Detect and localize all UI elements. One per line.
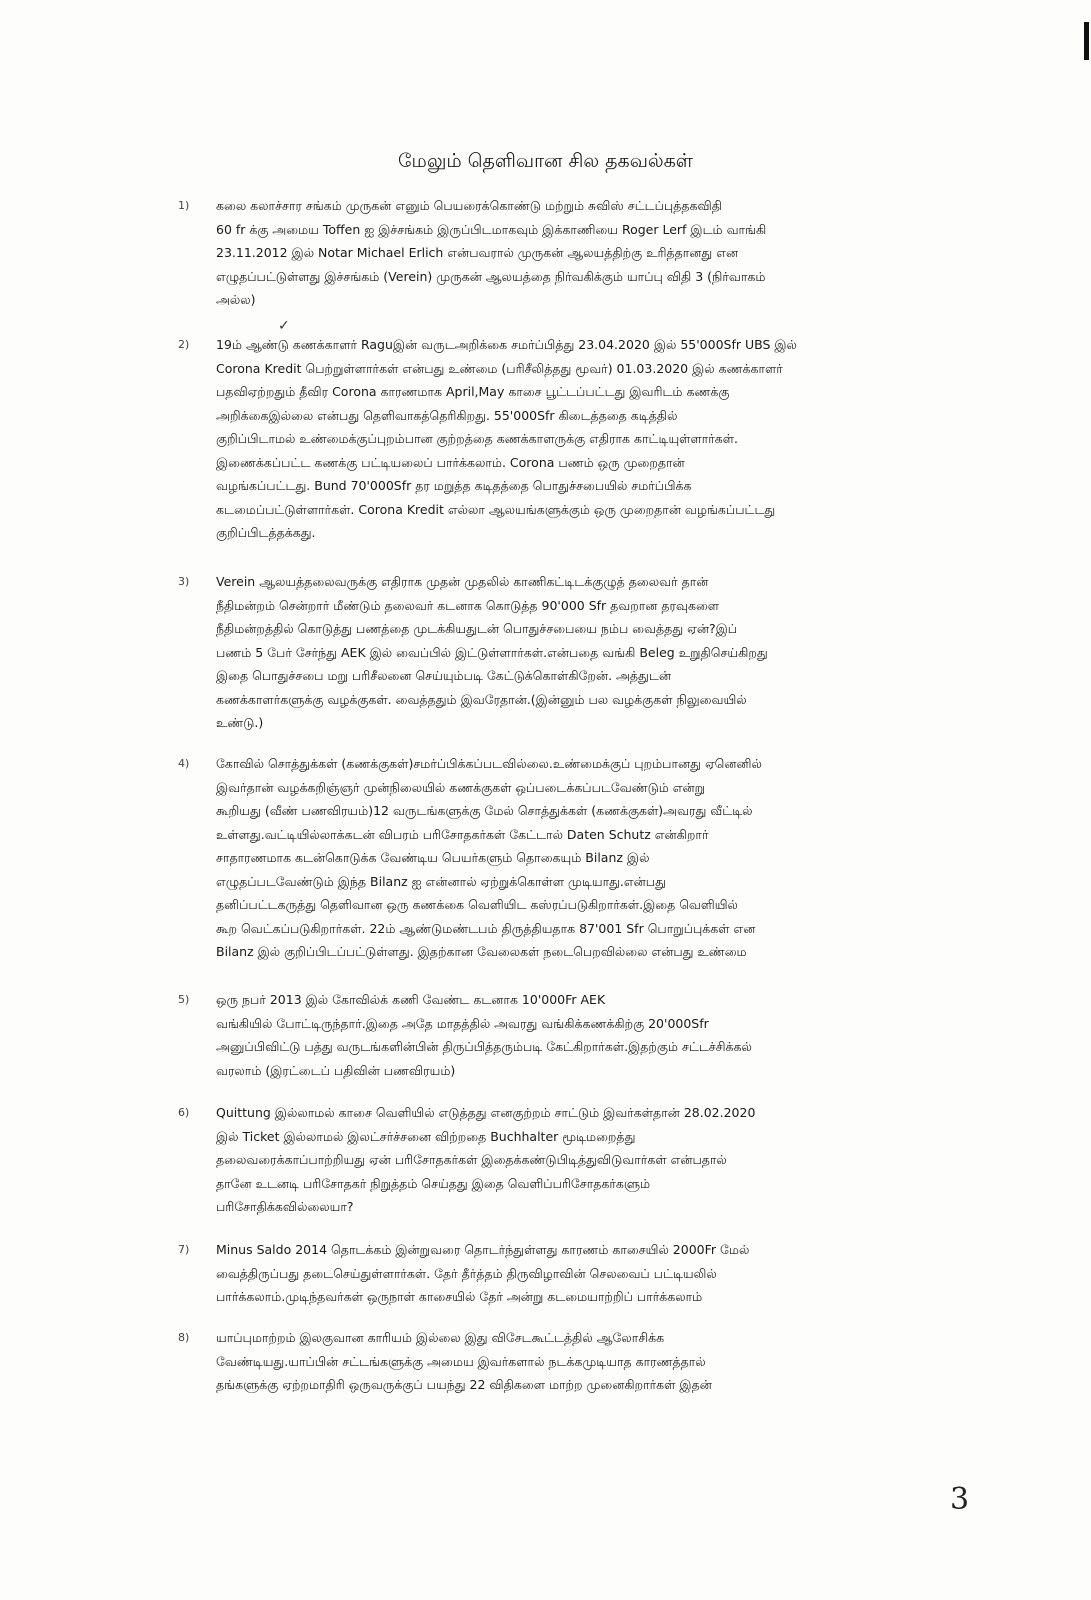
item-line: கூற வெட்கப்படுகிறார்கள். 22ம் ஆண்டுமண்டபம் திருத்தியதாக 87'001 Sfr பொறுப்புக்கள் என: [216, 920, 756, 936]
item-line: வரலாம் (இரட்டைப் பதிவின் பணவிரயம்): [216, 1062, 456, 1078]
item-line: ஒரு நபர் 2013 இல் கோவில்க் கணி வேண்ட கடனாக 10'000Fr AEK: [216, 992, 606, 1007]
item-line: 19ம் ஆண்டு கணக்காளர் Raguஇன் வருடஅறிக்கை சமர்ப்பித்து 23.04.2020 இல் 55'000Sfr UBS இல்: [216, 337, 797, 352]
item-line: கணக்காளர்களுக்கு வழக்குகள். வைத்ததும் இவரேதான்.(இன்னும் பல வழக்குகள் நிலுவையில்: [216, 691, 747, 707]
item-line: யாப்புமாற்றம் இலகுவான காரியம் இல்லை இது விசேடகூட்டத்தில் ஆலோசிக்க: [216, 1330, 665, 1345]
item-line: தானே உடனடி பரிசோதகர் நிறுத்தம் செய்தது இதை வெளிப்பரிசோதகர்களும்: [216, 1175, 651, 1191]
item-line: பரிசோதிக்கவில்லையா?: [216, 1199, 354, 1214]
item-number: 5): [178, 993, 190, 1006]
list-item-3: [178, 570, 938, 735]
pen-mark: ✓: [278, 318, 290, 334]
item-line: குறிப்பிடாமல் உண்மைக்குப்புறம்பான குற்றத்தை கணக்காளருக்கு எதிராக காட்டியுள்ளார்கள்.: [216, 431, 739, 446]
item-line: கோவில் சொத்துக்கள் (கணக்குகள்)சமர்ப்பிக்கப்படவில்லை.உண்மைக்குப் புறம்பானது ஏனெனில்: [216, 756, 762, 771]
item-line: Corona Kredit பெற்றுள்ளார்கள் என்பது உண்மை (பரிசீலித்தது மூவர்) 01.03.2020 இல் கணக்காளர்: [216, 360, 783, 376]
item-line: தலைவரைக்காப்பாற்றியது ஏன் பரிசோதகர்கள் இதைக்கண்டுபிடித்துவிடுவார்கள் என்பதால்: [216, 1152, 727, 1167]
list-item-7: [178, 1238, 938, 1309]
item-number: 2): [178, 338, 190, 351]
list-item-2: [178, 333, 938, 545]
item-line: பார்க்கலாம்.முடிந்தவர்கள் ஒருநாள் காசையில் தேர் அன்று கடமையாற்றிப் பார்க்கலாம்: [216, 1289, 703, 1304]
item-number: 7): [178, 1243, 190, 1256]
item-line: இவர்தான் வழக்கறிஞ்ஞர் முன்நிலையில் கணக்குகள் ஒப்படைக்கப்படவேண்டும் என்று: [216, 779, 706, 795]
item-line: உண்டு.): [216, 715, 264, 730]
item-number: 6): [178, 1106, 190, 1119]
item-line: கலை கலாச்சார சங்கம் முருகன் எனும் பெயரைக்கொண்டு மற்றும் சுவிஸ் சட்டப்புத்தகவிதி: [216, 198, 722, 213]
item-line: அனுப்பிவிட்டு பத்து வருடங்களின்பின் திருப்பித்தரும்படி கேட்கிறார்கள்.இதற்கும் சட்டச்சிக்கல்: [216, 1039, 752, 1054]
item-line: Minus Saldo 2014 தொடக்கம் இன்றுவரை தொடர்ந்துள்ளது காரணம் காசையில் 2000Fr மேல்: [216, 1242, 750, 1257]
item-line: இதை பொதுச்சபை மறு பரிசீலனை செய்யும்படி கேட்டுக்கொள்கிறேன். அத்துடன்: [216, 668, 671, 683]
item-line: வேண்டியது.யாப்பின் சட்டங்களுக்கு அமைய இவர்களால் நடக்கமுடியாத காரணத்தால்: [216, 1353, 706, 1369]
item-line: இல் Ticket இல்லாமல் இலட்சர்ச்சனை விற்றதை Buchhalter மூடிமறைத்து: [216, 1128, 636, 1144]
item-line: 23.11.2012 இல் Notar Michael Erlich என்பவரால் முருகன் ஆலயத்திற்கு உரித்தானது என: [216, 245, 739, 260]
item-line: Quittung இல்லாமல் காசை வெளியில் எடுத்தது எனகுற்றம் சாட்டும் இவர்கள்தான் 28.02.2020: [216, 1105, 756, 1120]
item-line: 60 fr க்கு அமைய Toffen ஐ இச்சங்கம் இருப்பிடமாகவும் இக்காணியை Roger Lerf இடம் வாங்கி: [216, 221, 767, 237]
item-line: தனிப்பட்டகருத்து தெளிவான ஒரு கணக்கை வெளியிட கஸ்ரப்படுகிறார்கள்.இதை வெளியில்: [216, 897, 738, 912]
item-line: அறிக்கைஇல்லை என்பது தெளிவாகத்தெரிகிறது. 55'000Sfr கிடைத்ததை கடித்தில்: [216, 407, 678, 423]
item-line: இணைக்கப்பட்ட கணக்கு பட்டியலைப் பார்க்கலாம். Corona பணம் ஒரு முறைதான்: [216, 454, 685, 470]
list-item-4: [178, 752, 938, 964]
item-line: Verein ஆலயத்தலைவருக்கு எதிராக முதன் முதலில் காணிகட்டிடக்குழுத் தலைவர் தான்: [216, 574, 709, 589]
page-number: 3: [950, 1482, 970, 1517]
item-number: 1): [178, 199, 190, 212]
item-line: வங்கியில் போட்டிருந்தார்.இதை அதே மாதத்தில் அவரது வங்கிக்கணக்கிற்கு 20'000Sfr: [216, 1015, 709, 1031]
item-line: நீதிமன்றத்தில் கொடுத்து பணத்தை முடக்கியதுடன் பொதுச்சபையை நம்ப வைத்தது ஏன்?இப்: [216, 621, 738, 636]
item-number: 8): [178, 1331, 190, 1344]
item-line: சாதாரணமாக கடன்கொடுக்க வேண்டிய பெயர்களும் தொகையும் Bilanz இல்: [216, 850, 650, 865]
list-item-5: [178, 988, 938, 1082]
item-line: எழுதப்பட்டுள்ளது இச்சங்கம் (Verein) முருகன் ஆலயத்தை நிர்வகிக்கும் யாப்பு விதி 3 (நிர்வாகம்: [216, 268, 766, 284]
item-line: வைத்திருப்பது தடைசெய்துள்ளார்கள். தேர் தீர்த்தம் திருவிழாவின் செலவைப் பட்டியலில்: [216, 1265, 717, 1281]
scan-edge-mark: [1084, 22, 1089, 60]
item-line: நீதிமன்றம் சென்றார் மீண்டும் தலைவர் கடனாக கொடுத்த 90'000 Sfr தவறான தரவுகளை: [216, 597, 720, 613]
list-item-8: [178, 1326, 938, 1397]
item-line: பதவிஏற்றதும் தீவிர Corona காரணமாக April,May காசை பூட்டப்பட்டது இவரிடம் கணக்கு: [216, 384, 730, 399]
item-line: Bilanz இல் குறிப்பிடப்பட்டுள்ளது. இதற்கான வேலைகள் நடைபெறவில்லை என்பது உண்மை: [216, 944, 747, 959]
list-item-6: [178, 1101, 938, 1219]
item-number: 3): [178, 575, 190, 588]
page-title: மேலும் தெளிவான சில தகவல்கள்: [398, 150, 693, 172]
item-line: உள்ளது.வட்டியில்லாக்கடன் விபரம் பரிசோதகர்கள் கேட்டால் Daten Schutz என்கிறார்: [216, 826, 709, 842]
item-line: தங்களுக்கு ஏற்றமாதிரி ஒருவருக்குப் பயந்து 22 விதிகளை மாற்ற முனைகிறார்கள் இதன்: [216, 1377, 712, 1392]
item-line: பணம் 5 பேர் சேர்ந்து AEK இல் வைப்பில் இட்டுள்ளார்கள்.என்பதை வங்கி Beleg உறுதிசெய்கிறது: [216, 644, 768, 660]
list-item-1: [178, 194, 938, 312]
item-line: கூறியது (வீண் பணவிரயம்)12 வருடங்களுக்கு மேல் சொத்துக்கள் (கணக்குகள்)அவரது வீட்டில்: [216, 803, 753, 818]
item-line: அல்ல): [216, 292, 256, 307]
item-line: குறிப்பிடத்தக்கது.: [216, 525, 316, 540]
item-line: வழங்கப்பட்டது. Bund 70'000Sfr தர மறுத்த கடிதத்தை பொதுச்சபையில் சமர்ப்பிக்க: [216, 478, 692, 493]
item-line: கடமைப்பட்டுள்ளார்கள். Corona Kredit எல்லா ஆலயங்களுக்கும் ஒரு முறைதான் வழங்கப்பட்டது: [216, 501, 776, 517]
item-line: எழுதப்படவேண்டும் இந்த Bilanz ஐ என்னால் ஏற்றுக்கொள்ள முடியாது.என்பது: [216, 873, 666, 889]
item-number: 4): [178, 757, 190, 770]
